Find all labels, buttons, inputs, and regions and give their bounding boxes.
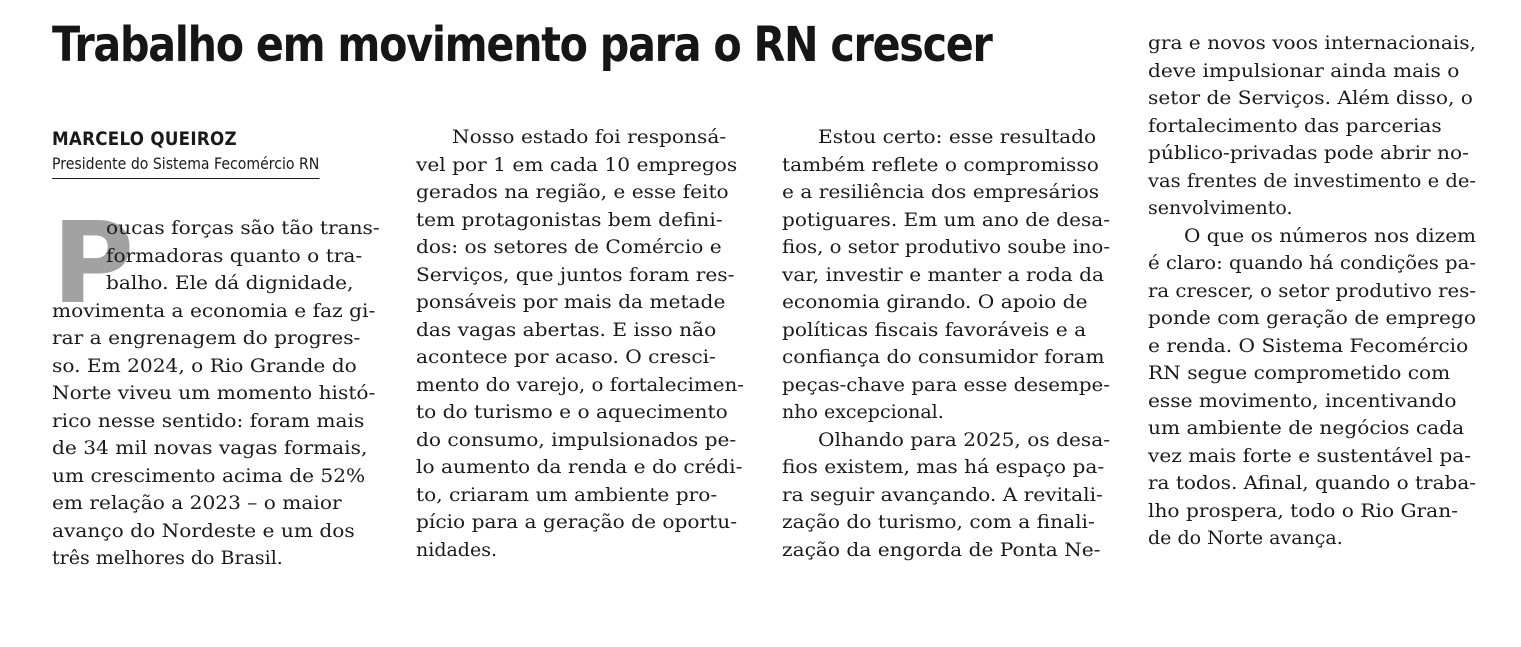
text-line: ra todos. Afinal, quando o traba- [1148, 472, 1476, 494]
text-line: lho prospera, todo o Rio Gran- [1148, 499, 1458, 522]
text-line: confiança do consumidor foram [782, 346, 1105, 368]
text-line: de do Norte avança. [1148, 527, 1343, 549]
drop-cap: P [52, 199, 135, 329]
text-line: em relação a 2023 – o maior [52, 492, 342, 514]
text-line: do consumo, impulsionados pe- [416, 428, 737, 451]
column-1 [52, 199, 380, 573]
text-line: potiguares. Em um ano de desa- [782, 208, 1111, 231]
text-line: to, criaram um ambiente pro- [416, 483, 718, 506]
text-line: peças-chave para esse desempe- [782, 373, 1110, 396]
text-line: O que os números nos dizem [1184, 224, 1476, 247]
text-line: mento do varejo, o fortalecimen- [416, 373, 744, 396]
text-line: gra e novos voos internacionais, [1148, 32, 1477, 54]
text-line: esse movimento, incentivando [1148, 389, 1457, 412]
text-line: to do turismo e o aquecimento [416, 401, 728, 423]
text-line: RN segue comprometido com [1148, 362, 1451, 384]
text-line: acontece por acaso. O cresci- [416, 346, 716, 368]
text-line: Serviços, que juntos foram res- [416, 263, 735, 286]
text-line: Nosso estado foi responsá- [452, 126, 727, 148]
text-line: oucas forças são tão trans- [106, 217, 380, 239]
text-line: ponsáveis por mais da metade [416, 291, 726, 313]
text-line: var, investir e manter a roda da [782, 263, 1105, 286]
text-line: é claro: quando há condições pa- [1148, 252, 1477, 274]
text-line: Olhando para 2025, os desa- [818, 428, 1111, 451]
text-line: um ambiente de negócios cada [1148, 417, 1465, 439]
column-3 [782, 124, 1110, 564]
text-line: tem protagonistas bem defini- [416, 208, 723, 231]
text-line: público-privadas pode abrir no- [1148, 142, 1469, 164]
headline: Trabalho em movimento para o RN crescer [52, 17, 992, 73]
text-line: e renda. O Sistema Fecomércio [1148, 334, 1469, 357]
text-line: três melhores do Brasil. [52, 547, 283, 569]
byline [52, 126, 382, 179]
text-line: Norte viveu um momento histó- [52, 382, 376, 404]
text-line: avanço do Nordeste e um dos [52, 519, 355, 542]
text-line: so. Em 2024, o Rio Grande do [52, 354, 357, 377]
text-line: setor de Serviços. Além disso, o [1148, 87, 1473, 109]
text-line: formadoras quanto o tra- [106, 244, 363, 267]
text-line: e a resiliência dos empresários [782, 181, 1100, 203]
text-line: balho. Ele dá dignidade, [106, 272, 354, 294]
text-line: vez mais forte e sustentável pa- [1148, 444, 1472, 467]
text-line: zação da engorda de Ponta Ne- [782, 538, 1101, 561]
text-line: das vagas abertas. E isso não [416, 318, 717, 341]
text-line: ra seguir avançando. A revitali- [782, 483, 1103, 506]
text-line: rar a engrenagem do progres- [52, 327, 361, 349]
text-line: lo aumento da renda e do crédi- [416, 456, 743, 478]
text-line: economia girando. O apoio de [782, 291, 1088, 313]
text-line: ra crescer, o setor produtivo res- [1148, 279, 1476, 302]
text-line: zação do turismo, com a finali- [782, 511, 1095, 533]
text-line: políticas fiscais favoráveis e a [782, 318, 1087, 341]
text-line: um crescimento acima de 52% [52, 464, 366, 487]
text-line: ponde com geração de emprego [1148, 307, 1476, 329]
text-line: deve impulsionar ainda mais o [1148, 59, 1460, 82]
column-4 [1148, 30, 1476, 553]
text-line: de 34 mil novas vagas formais, [52, 437, 368, 459]
text-line: vel por 1 em cada 10 empregos [416, 153, 738, 176]
text-line: movimenta a economia e faz gi- [52, 299, 376, 322]
text-line: nho excepcional. [782, 401, 944, 423]
text-line: gerados na região, e esse feito [416, 181, 729, 203]
text-line: nidades. [416, 538, 498, 561]
text-line: fios, o setor produtivo soube ino- [782, 236, 1111, 258]
text-line: senvolvimento. [1148, 197, 1293, 219]
text-line: vas frentes de investimento e de- [1148, 169, 1477, 192]
text-line: fios existem, mas há espaço pa- [782, 456, 1105, 478]
text-line: Estou certo: esse resultado [818, 126, 1097, 148]
text-line: dos: os setores de Comércio e [416, 236, 722, 258]
text-line: também reflete o compromisso [782, 153, 1099, 176]
author-name: MARCELO QUEIROZ [52, 128, 237, 150]
author-role: Presidente do Sistema Fecomércio RN [52, 152, 319, 179]
column-2 [416, 124, 744, 564]
text-line: fortalecimento das parcerias [1148, 114, 1442, 137]
text-line: pício para a geração de oportu- [416, 511, 738, 533]
text-line: rico nesse sentido: foram mais [52, 409, 365, 432]
